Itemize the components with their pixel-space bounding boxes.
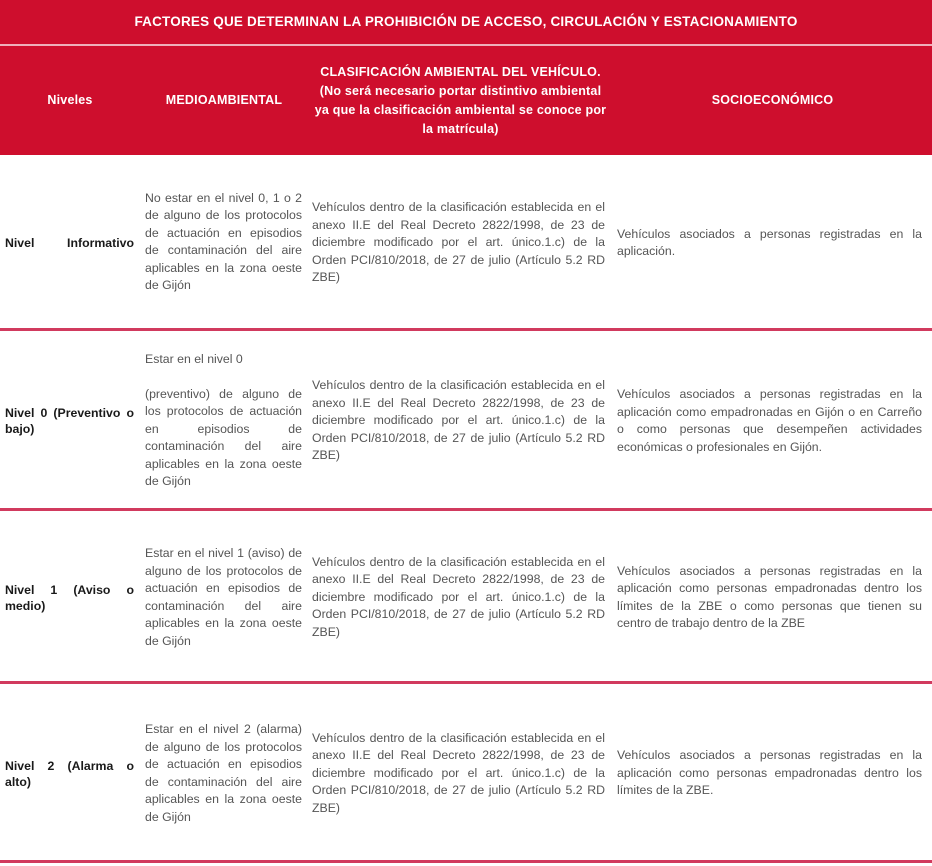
- cell-classification: [308, 377, 613, 465]
- cell-level: Nivel 2 (Alarma o alto): [5, 758, 134, 789]
- cell-socioeconomic-text: Vehículos asociados a personas registradas en la aplicación como personas empadronadas dentro los límites de la ZBE o como personas que tienen su centro de trabajo dentro de la ZBE: [617, 563, 922, 630]
- cell-socioeconomic: [613, 747, 932, 800]
- cell-environmental-text-line1: Estar en el nivel 0: [145, 352, 243, 367]
- cell-socioeconomic-text: Vehículos asociados a personas registradas en la aplicación como empadronadas en Gijón o en Carreño o como personas que desempeñen actividades económicas o profesionales en Gijón.: [617, 387, 922, 454]
- cell-classification: [308, 199, 613, 287]
- cell-environmental-text: Estar en el nivel 2 (alarma) de alguno de los protocolos de actuación en episodios de contaminación del aire aplicables en la zona oeste de Gijón: [145, 722, 302, 824]
- column-header-niveles: Niveles: [47, 93, 93, 107]
- cell-classification-text: Vehículos dentro de la clasificación establecida en el anexo II.E del Real Decreto 2822/1998, de 23 de diciembre modificado por el art. único.1.c) de la Orden PCI/810/2018, de 27 de julio (Artículo 5.2 RD ZBE): [312, 554, 605, 639]
- table-row: [0, 684, 932, 863]
- cell-environmental: [140, 190, 308, 295]
- cell-environmental-text-line2: (preventivo) de alguno de los protocolos de actuación en episodios de contaminación del aire aplicables en la zona oeste de Gijón: [145, 386, 302, 489]
- table-body: [0, 155, 932, 863]
- column-header-clasificacion-ambiental: CLASIFICACIÓN AMBIENTAL DEL VEHÍCULO. (No será necesario portar distintivo ambiental ya que la clasificación ambiental se conoce por la matrícula): [314, 64, 607, 136]
- column-headers-row: [0, 46, 932, 155]
- cell-classification-text: Vehículos dentro de la clasificación establecida en el anexo II.E del Real Decreto 2822/1998, de 23 de diciembre modificado por el art. único.1.c) de la Orden PCI/810/2018, de 27 de julio (Artículo 5.2 RD ZBE): [312, 730, 605, 815]
- cell-classification: [308, 554, 613, 642]
- cell-level: Nivel 0 (Preventivo o bajo): [5, 406, 134, 436]
- cell-socioeconomic: [613, 563, 932, 633]
- document-title: FACTORES QUE DETERMINAN LA PROHIBICIÓN DE ACCESO, CIRCULACIÓN Y ESTACIONAMIENTO: [134, 14, 798, 29]
- cell-socioeconomic-text: Vehículos asociados a personas registradas en la aplicación como personas empadronadas dentro los límites de la ZBE.: [617, 748, 922, 798]
- cell-classification-text: Vehículos dentro de la clasificación establecida en el anexo II.E del Real Decreto 2822/1998, de 23 de diciembre modificado por el art. único.1.c) de la Orden PCI/810/2018, de 27 de julio (Artículo 5.2 RD ZBE): [312, 378, 605, 463]
- paragraph-spacer: [145, 369, 302, 386]
- cell-classification-text: Vehículos dentro de la clasificación establecida en el anexo II.E del Real Decreto 2822/1998, de 23 de diciembre modificado por el art. único.1.c) de la Orden PCI/810/2018, de 27 de julio (Artículo 5.2 RD ZBE): [312, 200, 605, 285]
- cell-level: Nivel 1 (Aviso o medio): [5, 582, 134, 613]
- cell-environmental: [140, 721, 308, 826]
- cell-socioeconomic-text: Vehículos asociados a personas registradas en la aplicación.: [617, 226, 922, 258]
- table-header-band: [0, 0, 932, 155]
- column-header-medioambiental: MEDIOAMBIENTAL: [165, 93, 283, 107]
- column-header-socioeconomico: SOCIOECONÓMICO: [711, 93, 834, 107]
- cell-level: Nivel Informativo: [5, 236, 134, 250]
- cell-environmental: [140, 351, 308, 491]
- cell-environmental-text: Estar en el nivel 1 (aviso) de alguno de los protocolos de actuación en episodios de contaminación del aire aplicables en la zona oeste de Gijón: [145, 546, 302, 648]
- cell-classification: [308, 730, 613, 818]
- cell-environmental: [140, 545, 308, 650]
- cell-socioeconomic: [613, 386, 932, 456]
- table-row: [0, 331, 932, 511]
- table-row: [0, 155, 932, 331]
- cell-socioeconomic: [613, 226, 932, 261]
- cell-environmental-text: No estar en el nivel 0, 1 o 2 de alguno de los protocolos de actuación en episodios de contaminación del aire aplicables en la zona oeste de Gijón: [145, 190, 302, 292]
- table-row: [0, 511, 932, 684]
- row-separator: [0, 860, 932, 863]
